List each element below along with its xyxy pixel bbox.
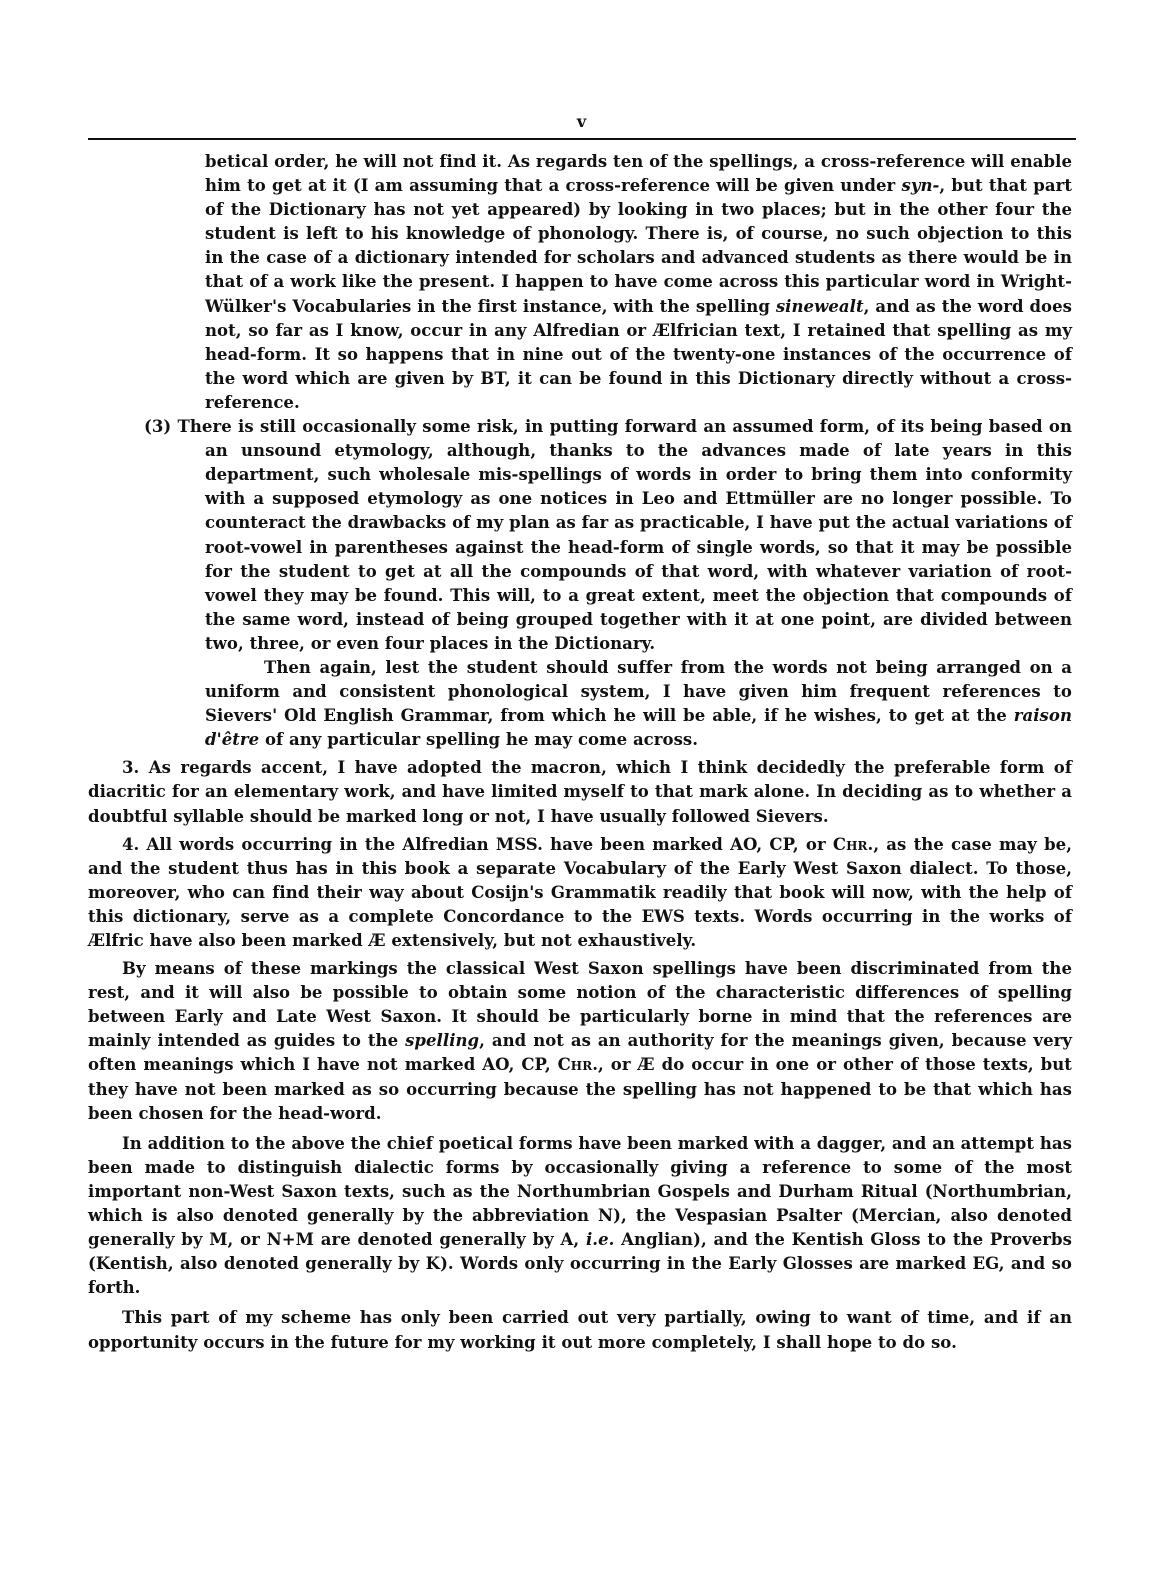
paragraph-continuation: betical order, he will not find it. As regards ten of the spellings, a cross-reference will enable him to get at it (I am assuming that a cross-reference will be given under syn-, but that part of the Dictionary has not yet appeared) by looking in two places; but in the other four the student is left to his knowledge of phonology. There is, of course, no such objection to this in the case of a dictionary intended for scholars and advanced students as there would be in that of a work like the present. I happen to have come across this particular word in Wright-Wülker's Vocabularies in the first instance, with the spelling sinewealt, and as the word does not, so far as I know, occur in any Alfredian or Ælfrician text, I retained that spelling as my head-form. It so happens that in nine out of the twenty-one instances of the occurrence of the word which are given by BT, it can be found in this Dictionary directly without a cross-reference. — [205, 152, 1072, 412]
paragraph-item-3: (3) There is still occasionally some risk, in putting forward an assumed form, of its being based on an unsound etymology, although, thanks to the advances made of late years in this department, such wholesale mis-spellings of words in order to bring them into conformity with a supposed etymology as one notices in Leo and Ettmüller are no longer possible. To counteract the drawbacks of my plan as far as practicable, I have put the actual variations of root-vowel in parentheses against the head-form of single words, so that it may be possible for the student to get at all the compounds of that word, with whatever variation of root-vowel they may be found. This will, to a great extent, meet the objection that compounds of the same word, instead of being grouped together with it at one point, are divided between two, three, or even four places in the Dictionary. — [144, 417, 1072, 653]
paragraph-dialects: In addition to the above the chief poetical forms have been marked with a dagger, and an attempt has been made to distinguish dialectic forms by occasionally giving a reference to some of the most important non-West Saxon texts, such as the Northumbrian Gospels and Durham Ritual (Northumbrian, which is also denoted generally by the abbreviation N), the Vespasian Psalter (Mercian, also denoted generally by M, or N+M are denoted generally by A, i.e. Anglian), and the Kentish Gloss to the Proverbs (Kentish, also denoted generally by K). Words only occurring in the Early Glosses are marked EG, and so forth. — [88, 1133, 1072, 1298]
paragraph-accent: 3. As regards accent, I have adopted the macron, which I think decidedly the preferable form of diacritic for an elementary work, and have limited myself to that mark alone. In deciding as to whether a doubtful syllable should be marked long or not, I have usually followed Sievers. — [88, 758, 1072, 826]
page-number: v — [576, 112, 587, 131]
paragraph-markings: By means of these markings the classical West Saxon spellings have been discriminated from the rest, and it will also be possible to obtain some notion of the characteristic differences of spelling between Early and Late West Saxon. It should be particularly borne in mind that the references are mainly intended as guides to the spelling, and not as an authority for the meanings given, because very often meanings which I have not marked AO, CP, Chr., or Æ do occur in one or other of those texts, but they have not been marked as so occurring because the spelling has not happened to be that which has been chosen for the head-word. — [88, 959, 1072, 1123]
paragraph-alfredian: 4. All words occurring in the Alfredian MSS. have been marked AO, CP, or Chr., as the case may be, and the student thus has in this book a separate Vocabulary of the Early West Saxon dialect. To those, moreover, who can find their way about Cosijn's Grammatik readily that book will now, with the help of this dictionary, serve as a complete Concordance to the EWS texts. Words occurring in the works of Ælfric have also been marked Æ extensively, but not exhaustively. — [88, 834, 1073, 950]
paragraph-scheme: This part of my scheme has only been carried out very partially, owing to want of time, and if an opportunity occurs in the future for my working it out more completely, I shall hope to do so. — [88, 1308, 1072, 1352]
paragraph-then-again: Then again, lest the student should suffer from the words not being arranged on a uniform and consistent phonological system, I have given him frequent references to Sievers' Old English Grammar, from which he will be able, if he wishes, to get at the raison d'être of any particular spelling he may come across. — [205, 657, 1072, 750]
body-text — [88, 150, 1072, 1355]
header-rule — [88, 138, 1076, 140]
